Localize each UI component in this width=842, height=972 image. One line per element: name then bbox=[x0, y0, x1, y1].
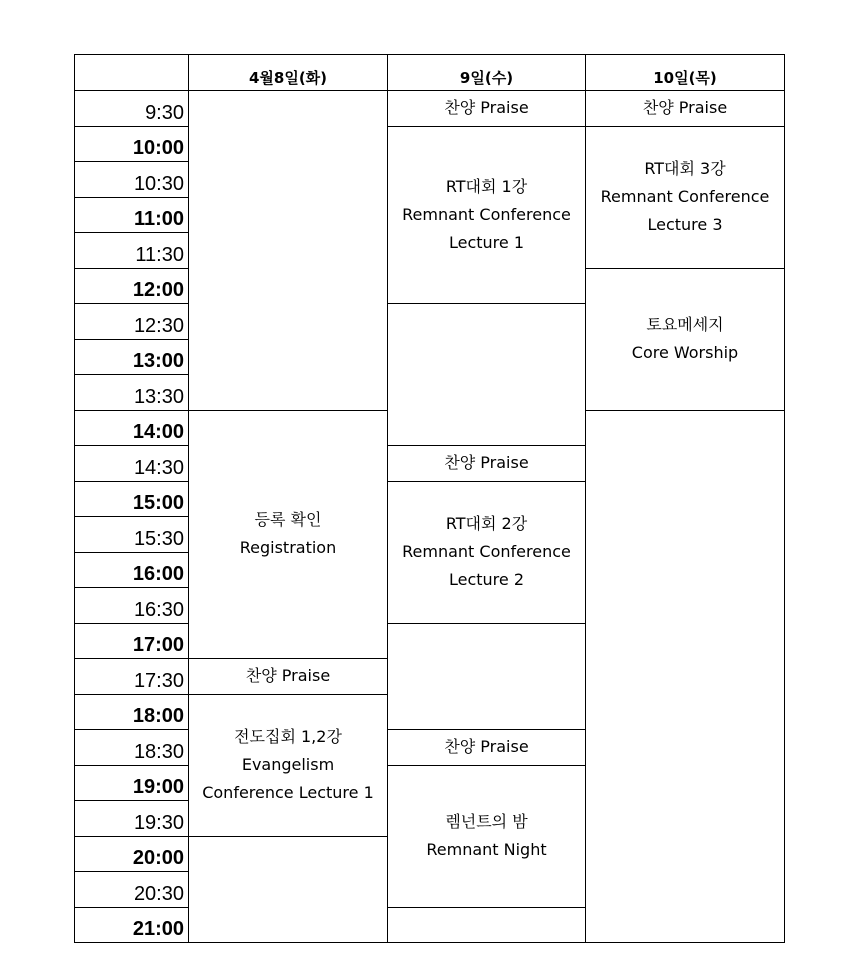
event-text: Remnant Conference bbox=[402, 542, 571, 561]
event-cell bbox=[388, 446, 586, 482]
empty-slot bbox=[388, 623, 586, 730]
event-text: Conference Lecture 1 bbox=[202, 783, 374, 802]
event-cell bbox=[586, 91, 785, 127]
event-text: 토요메세지 bbox=[646, 315, 724, 334]
event-text: Evangelism bbox=[241, 755, 335, 774]
event-text: RT대회 2강 bbox=[445, 514, 528, 533]
time-label: 18:30 bbox=[75, 730, 189, 766]
event-cell bbox=[189, 659, 388, 695]
event-text: RT대회 3강 bbox=[644, 159, 726, 178]
header-row bbox=[75, 55, 785, 91]
header-day-3: 10일(목) bbox=[586, 55, 785, 91]
time-label: 10:30 bbox=[75, 162, 189, 198]
time-label: 15:30 bbox=[75, 517, 189, 553]
event-cell bbox=[189, 410, 388, 659]
time-label: 19:00 bbox=[75, 765, 189, 801]
empty-slot bbox=[388, 304, 586, 446]
event-text: Remnant Night bbox=[426, 840, 547, 859]
time-label: 17:30 bbox=[75, 659, 189, 695]
event-cell bbox=[388, 481, 586, 623]
event-text: RT대회 1강 bbox=[445, 176, 528, 196]
time-label: 14:00 bbox=[75, 410, 189, 446]
event-cell bbox=[388, 765, 586, 907]
time-label: 13:30 bbox=[75, 375, 189, 411]
header-day-1: 4월8일(화) bbox=[189, 55, 388, 91]
time-label: 16:30 bbox=[75, 588, 189, 624]
event-text: 찬양 Praise bbox=[245, 666, 331, 686]
event-cell bbox=[189, 694, 388, 836]
time-label: 9:30 bbox=[75, 91, 189, 127]
event-text: Core Worship bbox=[631, 343, 739, 362]
event-text: 찬양 Praise bbox=[444, 98, 529, 118]
event-cell bbox=[388, 126, 586, 304]
event-text: Lecture 1 bbox=[448, 232, 525, 252]
event-cell bbox=[586, 268, 785, 410]
event-text: 등록 확인 bbox=[254, 510, 322, 530]
time-label: 10:00 bbox=[75, 126, 189, 162]
event-text: Lecture 2 bbox=[448, 570, 525, 589]
event-text: 렘넌트의 밤 bbox=[445, 812, 528, 831]
time-label: 12:00 bbox=[75, 268, 189, 304]
time-label: 17:00 bbox=[75, 623, 189, 659]
event-text: 찬양 Praise bbox=[444, 737, 529, 757]
header-corner bbox=[75, 55, 189, 91]
header-day-2: 9일(수) bbox=[388, 55, 586, 91]
empty-slot bbox=[388, 907, 586, 943]
event-text: Lecture 3 bbox=[647, 215, 723, 234]
event-text: 전도집회 1,2강 bbox=[234, 727, 342, 746]
time-label: 20:00 bbox=[75, 836, 189, 872]
event-text: Registration bbox=[239, 538, 337, 558]
event-cell bbox=[586, 126, 785, 268]
time-label: 20:30 bbox=[75, 872, 189, 908]
time-label: 21:00 bbox=[75, 907, 189, 943]
time-label: 11:00 bbox=[75, 197, 189, 233]
time-row bbox=[75, 91, 785, 127]
time-label: 12:30 bbox=[75, 304, 189, 340]
empty-slot bbox=[586, 410, 785, 943]
schedule-body bbox=[75, 91, 785, 943]
time-row bbox=[75, 126, 785, 162]
empty-slot bbox=[189, 836, 388, 943]
time-label: 19:30 bbox=[75, 801, 189, 837]
event-text: Remnant Conference bbox=[402, 204, 571, 224]
empty-slot bbox=[189, 91, 388, 411]
time-label: 11:30 bbox=[75, 233, 189, 269]
time-label: 14:30 bbox=[75, 446, 189, 482]
event-cell bbox=[388, 730, 586, 766]
event-text: 찬양 Praise bbox=[642, 98, 728, 118]
time-label: 13:00 bbox=[75, 339, 189, 375]
event-text: Remnant Conference bbox=[600, 187, 770, 206]
time-label: 15:00 bbox=[75, 481, 189, 517]
schedule-table bbox=[74, 54, 785, 943]
time-label: 16:00 bbox=[75, 552, 189, 588]
event-text: 찬양 Praise bbox=[444, 453, 529, 473]
time-label: 18:00 bbox=[75, 694, 189, 730]
event-cell bbox=[388, 91, 586, 127]
